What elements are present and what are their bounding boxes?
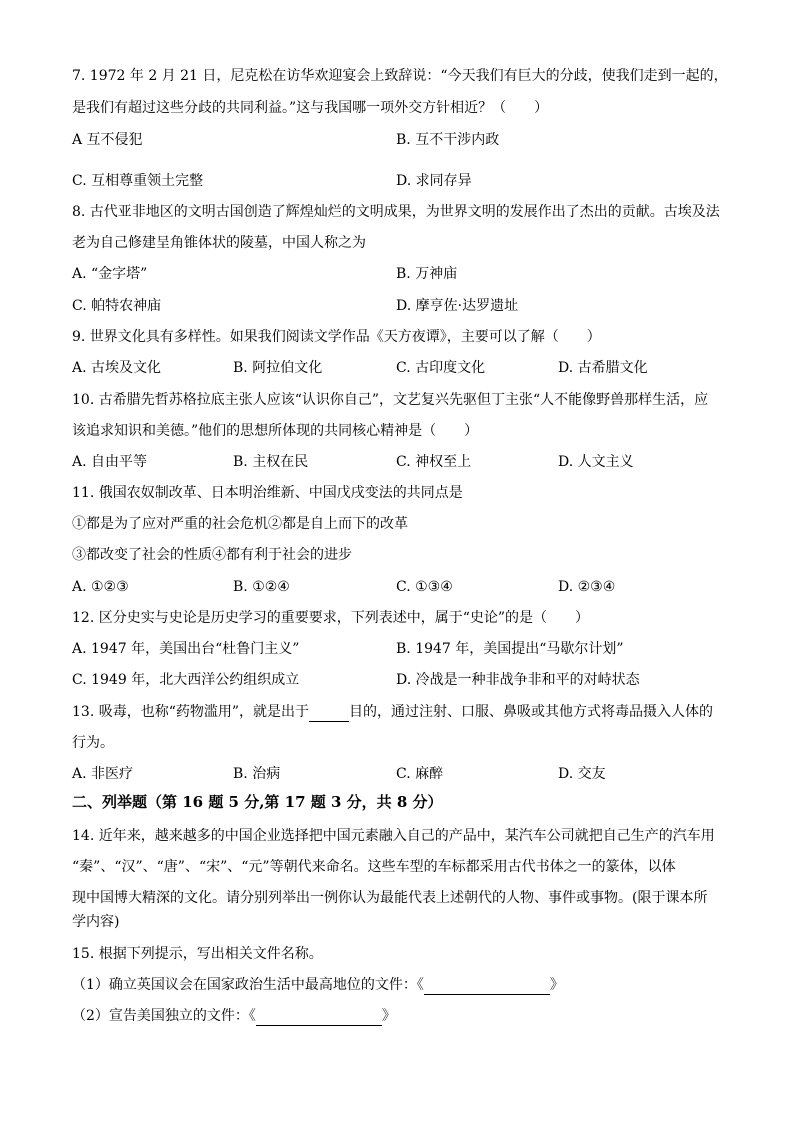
- q11-option-d: D. ②③④: [558, 579, 616, 595]
- q9-stem-line1: 9. 世界文化具有多样性。如果我们阅读文学作品《天方夜谭》，主要可以了解（ ）: [72, 329, 601, 345]
- q15-item1: [72, 975, 564, 995]
- q9-option-d: D. 古希腊文化: [558, 360, 648, 376]
- q15-item1-close: 》: [549, 977, 564, 993]
- q11-stem-line2: ①都是为了应对严重的社会危机②都是自上而下的改革: [72, 516, 408, 532]
- q15-item2-close: 》: [381, 1008, 396, 1024]
- q11-option-b: B. ①②④: [233, 579, 290, 595]
- q10-stem-line1: 10. 古希腊先哲苏格拉底主张人应该“认识你自己”，文艺复兴先驱但丁主张“人不能像野兽那样生活，应: [72, 392, 709, 408]
- q13-stem-part-b: 目的，通过注射、口服、鼻吸或其他方式将毒品摄入人体的: [349, 704, 714, 720]
- q13-stem-line1: [72, 702, 713, 722]
- q14-stem-line3: 现中国博大精深的文化。请分别列举出一例你认为最能代表上述朝代的人物、事件或事物。(限于课本所: [72, 890, 708, 906]
- q11-option-a: A. ①②③: [72, 579, 129, 595]
- q10-option-d: D. 人文主义: [558, 454, 634, 470]
- q13-option-c: C. 麻醉: [396, 766, 444, 782]
- q11-stem-line3: ③都改变了社会的性质④都有利于社会的进步: [72, 547, 352, 563]
- q9-option-c: C. 古印度文化: [396, 360, 486, 376]
- q13-stem-part-a: 13. 吸毒，也称“药物滥用”，就是出于: [72, 704, 310, 720]
- q12-option-b: B. 1947 年，美国提出“马歇尔计划”: [396, 641, 624, 657]
- q9-option-a: A. 古埃及文化: [72, 360, 162, 376]
- q9-option-b: B. 阿拉伯文化: [233, 360, 323, 376]
- q12-stem-line1: 12. 区分史实与史论是历史学习的重要要求，下列表述中，属于“史论”的是（ ）: [72, 610, 590, 626]
- section-heading: 二、列举题（第 16 题 5 分,第 17 题 3 分，共 8 分）: [72, 793, 443, 811]
- q15-item2-blank[interactable]: [256, 1011, 382, 1026]
- q13-answer-blank[interactable]: [309, 707, 349, 722]
- q7-stem-line1: 7. 1972 年 2 月 21 日，尼克松在访华欢迎宴会上致辞说：“今天我们有巨大的分歧，使我们走到一起的，: [72, 68, 728, 84]
- q14-stem-line4: 学内容): [72, 914, 120, 930]
- q7-option-b: B. 互不干涉内政: [396, 132, 500, 148]
- q8-option-b: B. 万神庙: [396, 266, 458, 282]
- q15-stem-line1: 15. 根据下列提示，写出相关文件名称。: [72, 946, 323, 962]
- q8-option-d: D. 摩亨佐·达罗遗址: [396, 298, 519, 314]
- q13-stem-line2: 行为。: [72, 735, 114, 751]
- q13-option-a: A. 非医疗: [72, 766, 134, 782]
- q8-stem-line2: 老为自己修建呈角锥体状的陵墓，中国人称之为: [72, 235, 366, 251]
- q12-option-d: D. 冷战是一种非战争非和平的对峙状态: [396, 672, 640, 688]
- q10-option-b: B. 主权在民: [233, 454, 309, 470]
- q12-option-c: C. 1949 年，北大西洋公约组织成立: [72, 672, 300, 688]
- q11-stem-line1: 11. 俄国农奴制改革、日本明治维新、中国戊戌变法的共同点是: [72, 485, 463, 501]
- q14-stem-line1: 14. 近年来，越来越多的中国企业选择把中国元素融入自己的产品中，某汽车公司就把自己生产的汽车用: [72, 828, 715, 844]
- q13-option-b: B. 治病: [233, 766, 281, 782]
- q7-option-d: D. 求同存异: [396, 173, 472, 189]
- q15-item1-blank[interactable]: [424, 980, 550, 995]
- q8-option-c: C. 帕特农神庙: [72, 298, 162, 314]
- q15-item2: [72, 1006, 396, 1026]
- q13-option-d: D. 交友: [558, 766, 606, 782]
- q10-option-a: A. 自由平等: [72, 454, 148, 470]
- q15-item1-label: （1）确立英国议会在国家政治生活中最高地位的文件：《: [72, 977, 424, 993]
- q7-option-c: C. 互相尊重领土完整: [72, 173, 204, 189]
- q8-option-a: A. “金字塔”: [72, 266, 148, 282]
- q14-stem-line2: “秦”、“汉”、“唐”、“宋”、“元”等朝代来命名。这些车型的车标都采用古代书体之一的篆体，以体: [72, 859, 676, 875]
- q12-option-a: A. 1947 年，美国出台“杜鲁门主义”: [72, 641, 300, 657]
- q15-item2-label: （2）宣告美国独立的文件：《: [72, 1008, 256, 1024]
- q7-option-a: A 互不侵犯: [72, 132, 143, 148]
- q11-option-c: C. ①③④: [396, 579, 453, 595]
- q10-stem-line2: 该追求知识和美德。”他们的思想所体现的共同核心精神是（ ）: [72, 423, 479, 439]
- q7-stem-line2: 是我们有超过这些分歧的共同利益。”这与我国哪一项外交方针相近？（ ）: [72, 100, 549, 116]
- q8-stem-line1: 8. 古代亚非地区的文明古国创造了辉煌灿烂的文明成果，为世界文明的发展作出了杰出的贡献。古埃及法: [72, 204, 720, 220]
- q10-option-c: C. 神权至上: [396, 454, 472, 470]
